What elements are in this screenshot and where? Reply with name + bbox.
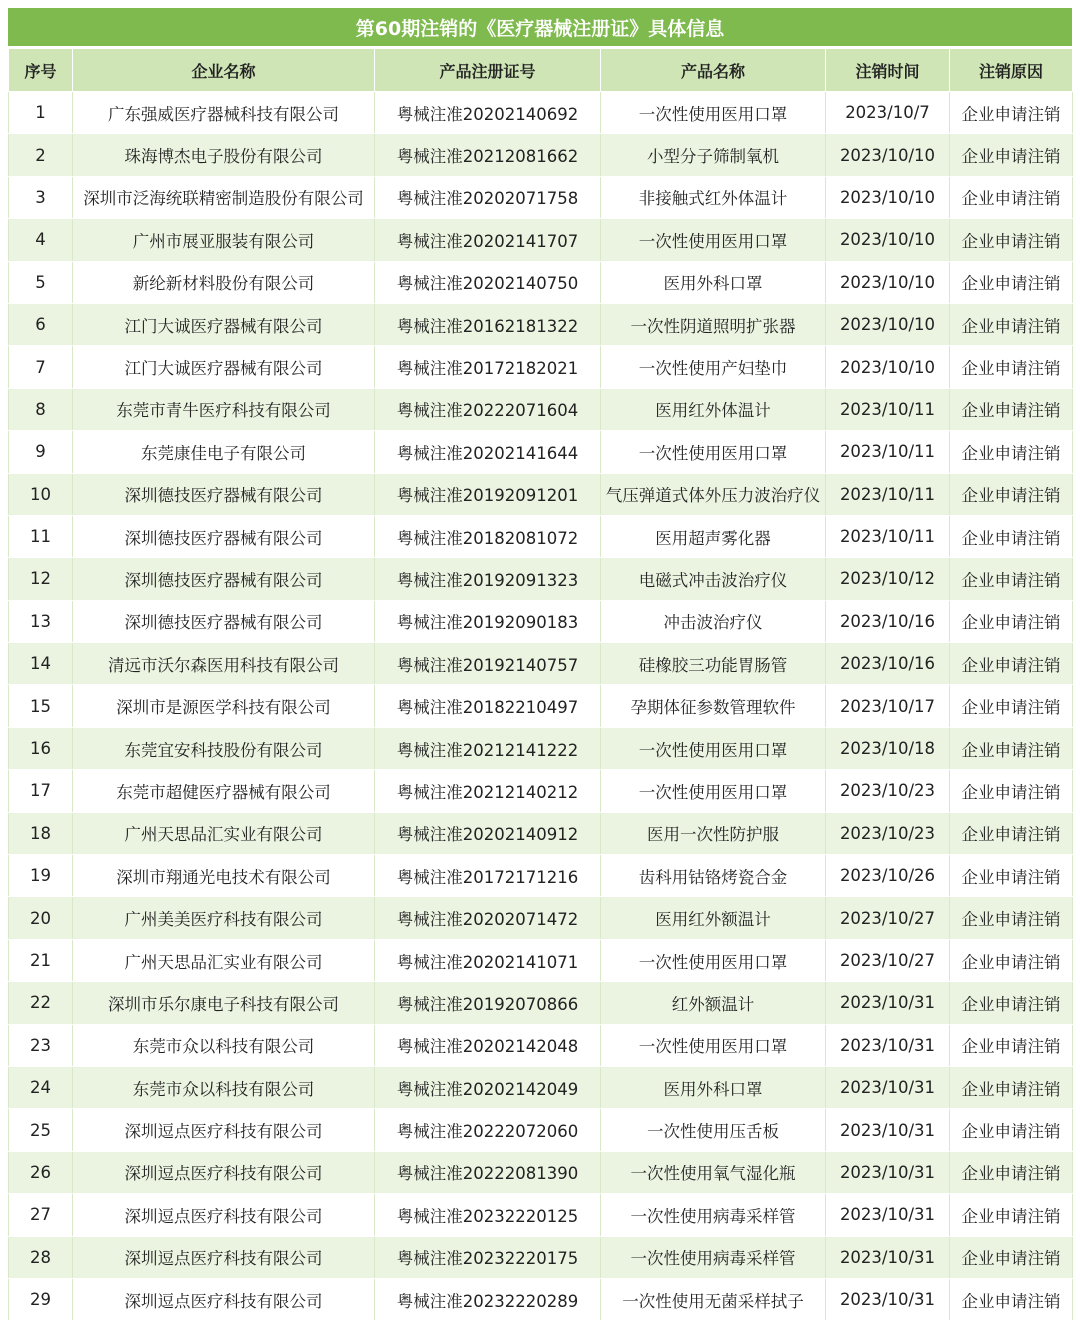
cell-company: 广州市展亚服装有限公司 bbox=[73, 219, 375, 261]
table-row bbox=[9, 219, 1073, 261]
table-row bbox=[9, 1109, 1073, 1151]
cell-cert: 粤械注准20222072060 bbox=[375, 1109, 601, 1151]
cell-date: 2023/10/31 bbox=[826, 1151, 950, 1193]
table-row bbox=[9, 939, 1073, 981]
cell-reason: 企业申请注销 bbox=[950, 897, 1073, 939]
cell-no: 10 bbox=[9, 473, 73, 515]
cell-date: 2023/10/17 bbox=[826, 685, 950, 727]
table-row bbox=[9, 1236, 1073, 1278]
cell-product: 一次性阴道照明扩张器 bbox=[601, 303, 826, 345]
cancellation-table bbox=[8, 48, 1073, 1321]
cell-company: 江门大诚医疗器械有限公司 bbox=[73, 346, 375, 388]
cell-date: 2023/10/12 bbox=[826, 558, 950, 600]
cell-product: 孕期体征参数管理软件 bbox=[601, 685, 826, 727]
cell-no: 25 bbox=[9, 1109, 73, 1151]
cell-reason: 企业申请注销 bbox=[950, 176, 1073, 218]
cell-company: 深圳德技医疗器械有限公司 bbox=[73, 473, 375, 515]
cell-product: 医用超声雾化器 bbox=[601, 515, 826, 557]
cell-cert: 粤械注准20232220289 bbox=[375, 1278, 601, 1320]
cell-no: 22 bbox=[9, 982, 73, 1024]
cell-reason: 企业申请注销 bbox=[950, 219, 1073, 261]
column-header-reason: 注销原因 bbox=[950, 49, 1073, 92]
cell-reason: 企业申请注销 bbox=[950, 812, 1073, 854]
cell-company: 广州美美医疗科技有限公司 bbox=[73, 897, 375, 939]
cell-product: 医用红外体温计 bbox=[601, 388, 826, 430]
cell-company: 深圳逗点医疗科技有限公司 bbox=[73, 1194, 375, 1236]
table-row bbox=[9, 515, 1073, 557]
cell-date: 2023/10/31 bbox=[826, 1194, 950, 1236]
cell-cert: 粤械注准20192091323 bbox=[375, 558, 601, 600]
cell-date: 2023/10/11 bbox=[826, 431, 950, 473]
cell-product: 医用外科口罩 bbox=[601, 261, 826, 303]
cell-date: 2023/10/10 bbox=[826, 303, 950, 345]
cell-cert: 粤械注准20162181322 bbox=[375, 303, 601, 345]
cell-reason: 企业申请注销 bbox=[950, 1278, 1073, 1320]
cell-date: 2023/10/10 bbox=[826, 346, 950, 388]
cell-date: 2023/10/27 bbox=[826, 897, 950, 939]
cell-company: 东莞宜安科技股份有限公司 bbox=[73, 727, 375, 769]
cell-date: 2023/10/10 bbox=[826, 261, 950, 303]
column-header-no: 序号 bbox=[9, 49, 73, 92]
table-row bbox=[9, 643, 1073, 685]
cell-date: 2023/10/10 bbox=[826, 134, 950, 176]
cell-reason: 企业申请注销 bbox=[950, 727, 1073, 769]
column-header-date: 注销时间 bbox=[826, 49, 950, 92]
cell-company: 深圳市泛海统联精密制造股份有限公司 bbox=[73, 176, 375, 218]
cell-date: 2023/10/31 bbox=[826, 1066, 950, 1108]
cell-date: 2023/10/23 bbox=[826, 770, 950, 812]
cell-company: 深圳德技医疗器械有限公司 bbox=[73, 558, 375, 600]
table-row bbox=[9, 473, 1073, 515]
column-header-product: 产品名称 bbox=[601, 49, 826, 92]
table-row bbox=[9, 770, 1073, 812]
table-row bbox=[9, 1194, 1073, 1236]
table-row bbox=[9, 812, 1073, 854]
table-row bbox=[9, 982, 1073, 1024]
table-row bbox=[9, 346, 1073, 388]
cell-product: 一次性使用医用口罩 bbox=[601, 727, 826, 769]
table-row bbox=[9, 1024, 1073, 1066]
cell-date: 2023/10/26 bbox=[826, 855, 950, 897]
cell-no: 2 bbox=[9, 134, 73, 176]
cell-date: 2023/10/11 bbox=[826, 388, 950, 430]
cell-product: 医用外科口罩 bbox=[601, 1066, 826, 1108]
cell-reason: 企业申请注销 bbox=[950, 134, 1073, 176]
cell-no: 16 bbox=[9, 727, 73, 769]
cell-product: 一次性使用医用口罩 bbox=[601, 92, 826, 134]
cell-no: 15 bbox=[9, 685, 73, 727]
cell-reason: 企业申请注销 bbox=[950, 473, 1073, 515]
table-row bbox=[9, 1066, 1073, 1108]
cell-product: 一次性使用病毒采样管 bbox=[601, 1236, 826, 1278]
cell-product: 气压弹道式体外压力波治疗仪 bbox=[601, 473, 826, 515]
cell-date: 2023/10/31 bbox=[826, 1278, 950, 1320]
cell-cert: 粤械注准20172171216 bbox=[375, 855, 601, 897]
cell-cert: 粤械注准20192140757 bbox=[375, 643, 601, 685]
cell-date: 2023/10/18 bbox=[826, 727, 950, 769]
cell-product: 一次性使用压舌板 bbox=[601, 1109, 826, 1151]
cell-product: 电磁式冲击波治疗仪 bbox=[601, 558, 826, 600]
cell-date: 2023/10/11 bbox=[826, 515, 950, 557]
cell-no: 9 bbox=[9, 431, 73, 473]
cell-company: 广州天思品汇实业有限公司 bbox=[73, 812, 375, 854]
cell-no: 1 bbox=[9, 92, 73, 134]
cell-no: 4 bbox=[9, 219, 73, 261]
cell-cert: 粤械注准20202141644 bbox=[375, 431, 601, 473]
cell-reason: 企业申请注销 bbox=[950, 346, 1073, 388]
cell-no: 19 bbox=[9, 855, 73, 897]
cell-reason: 企业申请注销 bbox=[950, 1236, 1073, 1278]
cell-no: 8 bbox=[9, 388, 73, 430]
cell-no: 29 bbox=[9, 1278, 73, 1320]
cell-product: 一次性使用医用口罩 bbox=[601, 219, 826, 261]
cell-cert: 粤械注准20192091201 bbox=[375, 473, 601, 515]
cell-date: 2023/10/23 bbox=[826, 812, 950, 854]
cell-cert: 粤械注准20202142049 bbox=[375, 1066, 601, 1108]
table-row bbox=[9, 1278, 1073, 1320]
table-row bbox=[9, 855, 1073, 897]
cell-cert: 粤械注准20232220125 bbox=[375, 1194, 601, 1236]
cell-company: 深圳逗点医疗科技有限公司 bbox=[73, 1236, 375, 1278]
cell-date: 2023/10/31 bbox=[826, 1109, 950, 1151]
cell-company: 深圳德技医疗器械有限公司 bbox=[73, 600, 375, 642]
cell-date: 2023/10/31 bbox=[826, 982, 950, 1024]
cell-date: 2023/10/27 bbox=[826, 939, 950, 981]
table-row bbox=[9, 431, 1073, 473]
table-row bbox=[9, 261, 1073, 303]
cell-company: 江门大诚医疗器械有限公司 bbox=[73, 303, 375, 345]
cell-no: 5 bbox=[9, 261, 73, 303]
header-row bbox=[9, 49, 1073, 92]
cell-cert: 粤械注准20212141222 bbox=[375, 727, 601, 769]
cell-cert: 粤械注准20202071472 bbox=[375, 897, 601, 939]
cell-company: 深圳逗点医疗科技有限公司 bbox=[73, 1109, 375, 1151]
table-row bbox=[9, 388, 1073, 430]
cell-no: 28 bbox=[9, 1236, 73, 1278]
cell-no: 3 bbox=[9, 176, 73, 218]
cell-company: 深圳逗点医疗科技有限公司 bbox=[73, 1278, 375, 1320]
cell-cert: 粤械注准20202140912 bbox=[375, 812, 601, 854]
cell-company: 深圳市翔通光电技术有限公司 bbox=[73, 855, 375, 897]
cell-no: 7 bbox=[9, 346, 73, 388]
cancellation-sheet bbox=[8, 8, 1072, 1321]
cell-reason: 企业申请注销 bbox=[950, 1109, 1073, 1151]
cell-product: 一次性使用产妇垫巾 bbox=[601, 346, 826, 388]
table-row bbox=[9, 303, 1073, 345]
cell-no: 17 bbox=[9, 770, 73, 812]
column-header-company: 企业名称 bbox=[73, 49, 375, 92]
cell-no: 11 bbox=[9, 515, 73, 557]
cell-company: 东莞康佳电子有限公司 bbox=[73, 431, 375, 473]
table-row bbox=[9, 685, 1073, 727]
cell-company: 珠海博杰电子股份有限公司 bbox=[73, 134, 375, 176]
cell-product: 齿科用钴铬烤瓷合金 bbox=[601, 855, 826, 897]
cell-date: 2023/10/16 bbox=[826, 643, 950, 685]
cell-company: 东莞市众以科技有限公司 bbox=[73, 1024, 375, 1066]
cell-no: 18 bbox=[9, 812, 73, 854]
cell-company: 清远市沃尔森医用科技有限公司 bbox=[73, 643, 375, 685]
cell-product: 医用红外额温计 bbox=[601, 897, 826, 939]
cell-cert: 粤械注准20192090183 bbox=[375, 600, 601, 642]
cell-reason: 企业申请注销 bbox=[950, 431, 1073, 473]
cell-reason: 企业申请注销 bbox=[950, 515, 1073, 557]
cell-reason: 企业申请注销 bbox=[950, 92, 1073, 134]
cell-company: 新纶新材料股份有限公司 bbox=[73, 261, 375, 303]
cell-company: 东莞市青牛医疗科技有限公司 bbox=[73, 388, 375, 430]
cell-no: 24 bbox=[9, 1066, 73, 1108]
cell-reason: 企业申请注销 bbox=[950, 855, 1073, 897]
cell-reason: 企业申请注销 bbox=[950, 982, 1073, 1024]
cell-date: 2023/10/7 bbox=[826, 92, 950, 134]
cell-reason: 企业申请注销 bbox=[950, 303, 1073, 345]
cell-date: 2023/10/31 bbox=[826, 1024, 950, 1066]
cell-reason: 企业申请注销 bbox=[950, 1066, 1073, 1108]
cell-company: 深圳逗点医疗科技有限公司 bbox=[73, 1151, 375, 1193]
table-row bbox=[9, 600, 1073, 642]
cell-product: 一次性使用病毒采样管 bbox=[601, 1194, 826, 1236]
cell-reason: 企业申请注销 bbox=[950, 600, 1073, 642]
cell-reason: 企业申请注销 bbox=[950, 1024, 1073, 1066]
cell-no: 23 bbox=[9, 1024, 73, 1066]
cell-reason: 企业申请注销 bbox=[950, 770, 1073, 812]
cell-cert: 粤械注准20202141071 bbox=[375, 939, 601, 981]
cell-company: 深圳市乐尔康电子科技有限公司 bbox=[73, 982, 375, 1024]
cell-cert: 粤械注准20172182021 bbox=[375, 346, 601, 388]
cell-cert: 粤械注准20222081390 bbox=[375, 1151, 601, 1193]
cell-reason: 企业申请注销 bbox=[950, 643, 1073, 685]
cell-cert: 粤械注准20182210497 bbox=[375, 685, 601, 727]
table-row bbox=[9, 92, 1073, 134]
cell-product: 一次性使用无菌采样拭子 bbox=[601, 1278, 826, 1320]
table-row bbox=[9, 176, 1073, 218]
table-row bbox=[9, 558, 1073, 600]
cell-no: 21 bbox=[9, 939, 73, 981]
cell-product: 非接触式红外体温计 bbox=[601, 176, 826, 218]
cell-product: 医用一次性防护服 bbox=[601, 812, 826, 854]
cell-cert: 粤械注准20182081072 bbox=[375, 515, 601, 557]
table-body bbox=[9, 92, 1073, 1321]
cell-reason: 企业申请注销 bbox=[950, 939, 1073, 981]
cell-reason: 企业申请注销 bbox=[950, 1151, 1073, 1193]
cell-cert: 粤械注准20202142048 bbox=[375, 1024, 601, 1066]
cell-company: 东莞市超健医疗器械有限公司 bbox=[73, 770, 375, 812]
cell-date: 2023/10/31 bbox=[826, 1236, 950, 1278]
cell-no: 6 bbox=[9, 303, 73, 345]
cell-company: 广东强威医疗器械科技有限公司 bbox=[73, 92, 375, 134]
cell-cert: 粤械注准20222071604 bbox=[375, 388, 601, 430]
cell-company: 深圳市是源医学科技有限公司 bbox=[73, 685, 375, 727]
cell-product: 一次性使用氧气湿化瓶 bbox=[601, 1151, 826, 1193]
cell-date: 2023/10/16 bbox=[826, 600, 950, 642]
cell-cert: 粤械注准20232220175 bbox=[375, 1236, 601, 1278]
cell-product: 红外额温计 bbox=[601, 982, 826, 1024]
cell-cert: 粤械注准20202071758 bbox=[375, 176, 601, 218]
table-title: 第60期注销的《医疗器械注册证》具体信息 bbox=[8, 8, 1072, 48]
column-header-cert: 产品注册证号 bbox=[375, 49, 601, 92]
cell-cert: 粤械注准20202140692 bbox=[375, 92, 601, 134]
cell-product: 一次性使用医用口罩 bbox=[601, 431, 826, 473]
cell-date: 2023/10/11 bbox=[826, 473, 950, 515]
cell-product: 小型分子筛制氧机 bbox=[601, 134, 826, 176]
table-row bbox=[9, 897, 1073, 939]
cell-reason: 企业申请注销 bbox=[950, 1194, 1073, 1236]
cell-product: 一次性使用医用口罩 bbox=[601, 1024, 826, 1066]
cell-product: 一次性使用医用口罩 bbox=[601, 770, 826, 812]
cell-reason: 企业申请注销 bbox=[950, 388, 1073, 430]
cell-company: 广州天思品汇实业有限公司 bbox=[73, 939, 375, 981]
cell-date: 2023/10/10 bbox=[826, 176, 950, 218]
cell-reason: 企业申请注销 bbox=[950, 261, 1073, 303]
table-row bbox=[9, 134, 1073, 176]
cell-no: 13 bbox=[9, 600, 73, 642]
cell-no: 12 bbox=[9, 558, 73, 600]
cell-cert: 粤械注准20212081662 bbox=[375, 134, 601, 176]
cell-no: 27 bbox=[9, 1194, 73, 1236]
cell-no: 20 bbox=[9, 897, 73, 939]
cell-product: 冲击波治疗仪 bbox=[601, 600, 826, 642]
cell-cert: 粤械注准20202141707 bbox=[375, 219, 601, 261]
cell-reason: 企业申请注销 bbox=[950, 558, 1073, 600]
cell-product: 一次性使用医用口罩 bbox=[601, 939, 826, 981]
table-row bbox=[9, 1151, 1073, 1193]
cell-product: 硅橡胶三功能胃肠管 bbox=[601, 643, 826, 685]
cell-no: 26 bbox=[9, 1151, 73, 1193]
cell-cert: 粤械注准20202140750 bbox=[375, 261, 601, 303]
cell-no: 14 bbox=[9, 643, 73, 685]
table-row bbox=[9, 727, 1073, 769]
cell-cert: 粤械注准20192070866 bbox=[375, 982, 601, 1024]
cell-date: 2023/10/10 bbox=[826, 219, 950, 261]
cell-company: 东莞市众以科技有限公司 bbox=[73, 1066, 375, 1108]
cell-cert: 粤械注准20212140212 bbox=[375, 770, 601, 812]
cell-reason: 企业申请注销 bbox=[950, 685, 1073, 727]
cell-company: 深圳德技医疗器械有限公司 bbox=[73, 515, 375, 557]
